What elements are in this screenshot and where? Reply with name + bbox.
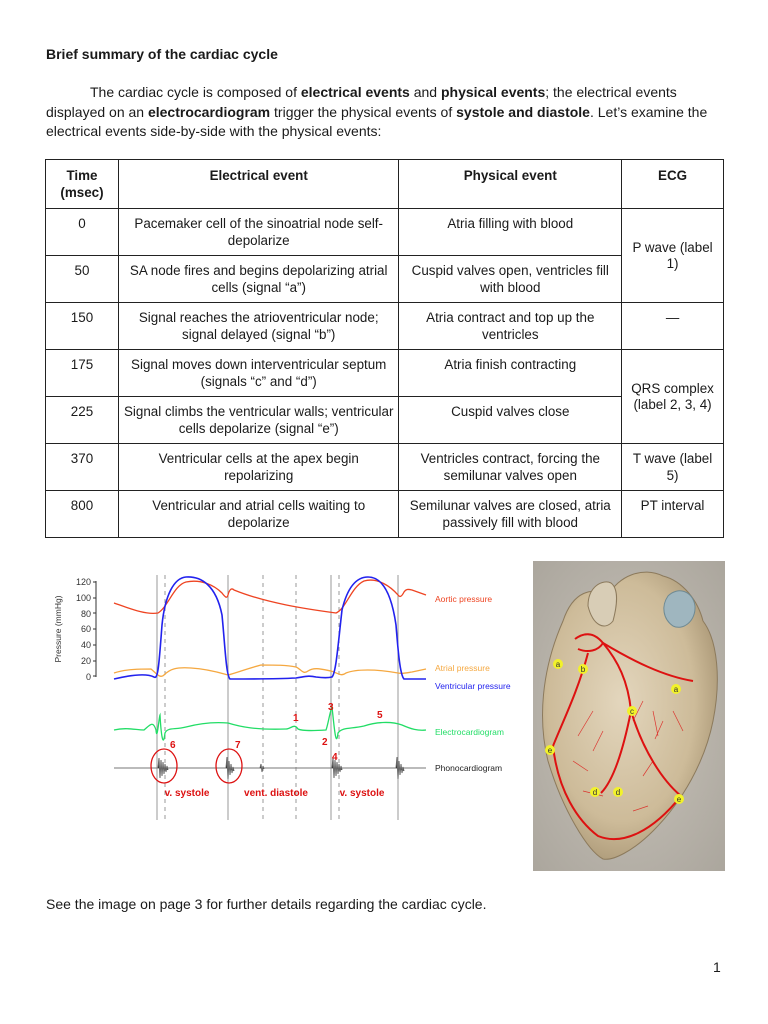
signal-label: a (673, 685, 679, 694)
table-row (46, 209, 724, 256)
y-tick: 0 (85, 672, 91, 682)
y-tick: 60 (80, 624, 91, 634)
cell-physical: Ventricles contract, forcing the semilunar valves open (399, 444, 622, 491)
cell-ecg: — (622, 303, 724, 350)
vessel-shape (664, 591, 695, 628)
y-ticks (76, 577, 91, 682)
legend-atrial: Atrial pressure (435, 663, 490, 673)
page-number: 1 (713, 959, 721, 975)
y-tick: 100 (75, 593, 91, 603)
cell-ecg: QRS complex (label 2, 3, 4) (622, 350, 724, 444)
cell-time: 370 (46, 444, 119, 491)
phase-label: vent. diastole (244, 788, 308, 799)
header-ecg: ECG (622, 160, 724, 209)
table-row (46, 491, 724, 538)
cell-electrical: Signal reaches the atrioventricular node; signal delayed (signal “b”) (118, 303, 399, 350)
intro-text: and (409, 84, 441, 100)
marker-label: 6 (170, 740, 176, 751)
marker-label: 4 (332, 752, 338, 763)
header-physical: Physical event (399, 160, 622, 209)
aortic-pressure-curve (114, 580, 426, 613)
phase-labels (165, 788, 385, 799)
cell-ecg: T wave (label 5) (622, 444, 724, 491)
marker-label: 5 (377, 710, 383, 721)
cardiac-cycle-figure (46, 565, 526, 830)
header-time: Time (msec) (46, 160, 119, 209)
legend-aortic: Aortic pressure (435, 594, 493, 604)
cell-electrical: Signal moves down interventricular septum (signals “c” and “d”) (118, 350, 399, 397)
header-electrical: Electrical event (118, 160, 399, 209)
signal-label: e (547, 746, 553, 755)
heart-model-photo (533, 561, 725, 871)
intro-text: . Let’s examine the electrical events side-by-side with the physical events: (46, 103, 708, 139)
cell-time: 0 (46, 209, 119, 256)
cell-electrical: Pacemaker cell of the sinoatrial node self-depolarize (118, 209, 399, 256)
cell-time: 50 (46, 256, 119, 303)
intro-paragraph (46, 83, 726, 142)
signal-label: a (555, 660, 561, 669)
intro-text: trigger the physical events of (270, 103, 457, 120)
legend-ecg: Electrocardiogram (435, 727, 504, 737)
legend-phono: Phonocardiogram (435, 763, 503, 773)
table-row (46, 444, 724, 491)
cell-physical: Atria filling with blood (399, 209, 622, 256)
cell-time: 175 (46, 350, 119, 397)
cell-ecg: PT interval (622, 491, 724, 538)
cell-physical: Atria contract and top up the ventricles (399, 303, 622, 350)
cell-electrical: Ventricular cells at the apex begin repolarizing (118, 444, 399, 491)
intro-text: ; the electrical events displayed on an (46, 84, 677, 120)
dashed-lines (165, 575, 339, 820)
signal-label: b (580, 665, 586, 674)
cell-physical: Semilunar valves are closed, atria passively fill with blood (399, 491, 622, 538)
intro-text: The cardiac cycle is composed of (90, 84, 301, 100)
ventricular-pressure-curve (114, 577, 426, 679)
legend-ventricular: Ventricular pressure (435, 681, 511, 691)
intro-bold: systole and diastole (456, 103, 590, 120)
phase-lines (157, 575, 398, 820)
cell-time: 800 (46, 491, 119, 538)
cell-time: 150 (46, 303, 119, 350)
y-tick: 120 (75, 577, 91, 587)
phase-label: v. systole (164, 788, 210, 799)
cell-electrical: Signal climbs the ventricular walls; ventricular cells depolarize (signal “e”) (118, 397, 399, 444)
ecg-markers (170, 702, 383, 763)
intro-bold: physical events (440, 84, 546, 100)
cardiac-cycle-table (45, 159, 724, 538)
phase-label: v. systole (339, 788, 385, 799)
cell-physical: Cuspid valves close (399, 397, 622, 444)
y-tick: 40 (80, 640, 91, 650)
document-title: Brief summary of the cardiac cycle (46, 46, 278, 62)
marker-label: 3 (328, 702, 334, 713)
sound-circle-s1 (151, 749, 177, 783)
marker-label: 1 (293, 713, 299, 724)
y-tick: 80 (80, 609, 91, 619)
intro-bold: electrocardiogram (147, 103, 271, 120)
cell-time: 225 (46, 397, 119, 444)
y-tick: 20 (80, 656, 91, 666)
y-axis-label: Pressure (mmHg) (53, 595, 63, 663)
signal-label: d (615, 788, 621, 797)
signal-label: d (592, 788, 598, 797)
cell-physical: Cuspid valves open, ventricles fill with blood (399, 256, 622, 303)
table-row (46, 350, 724, 397)
table-header-row (46, 160, 724, 209)
cell-physical: Atria finish contracting (399, 350, 622, 397)
marker-label: 7 (235, 740, 241, 751)
cell-ecg: P wave (label 1) (622, 209, 724, 303)
signal-label: e (676, 795, 682, 804)
cell-electrical: Ventricular and atrial cells waiting to depolarize (118, 491, 399, 538)
footer-note: See the image on page 3 for further details regarding the cardiac cycle. (46, 896, 487, 912)
marker-label: 2 (322, 737, 328, 748)
cell-electrical: SA node fires and begins depolarizing atrial cells (signal “a”) (118, 256, 399, 303)
atrial-pressure-curve (114, 665, 426, 676)
signal-label: c (630, 707, 634, 716)
table-row (46, 303, 724, 350)
intro-bold: electrical events (300, 84, 410, 100)
